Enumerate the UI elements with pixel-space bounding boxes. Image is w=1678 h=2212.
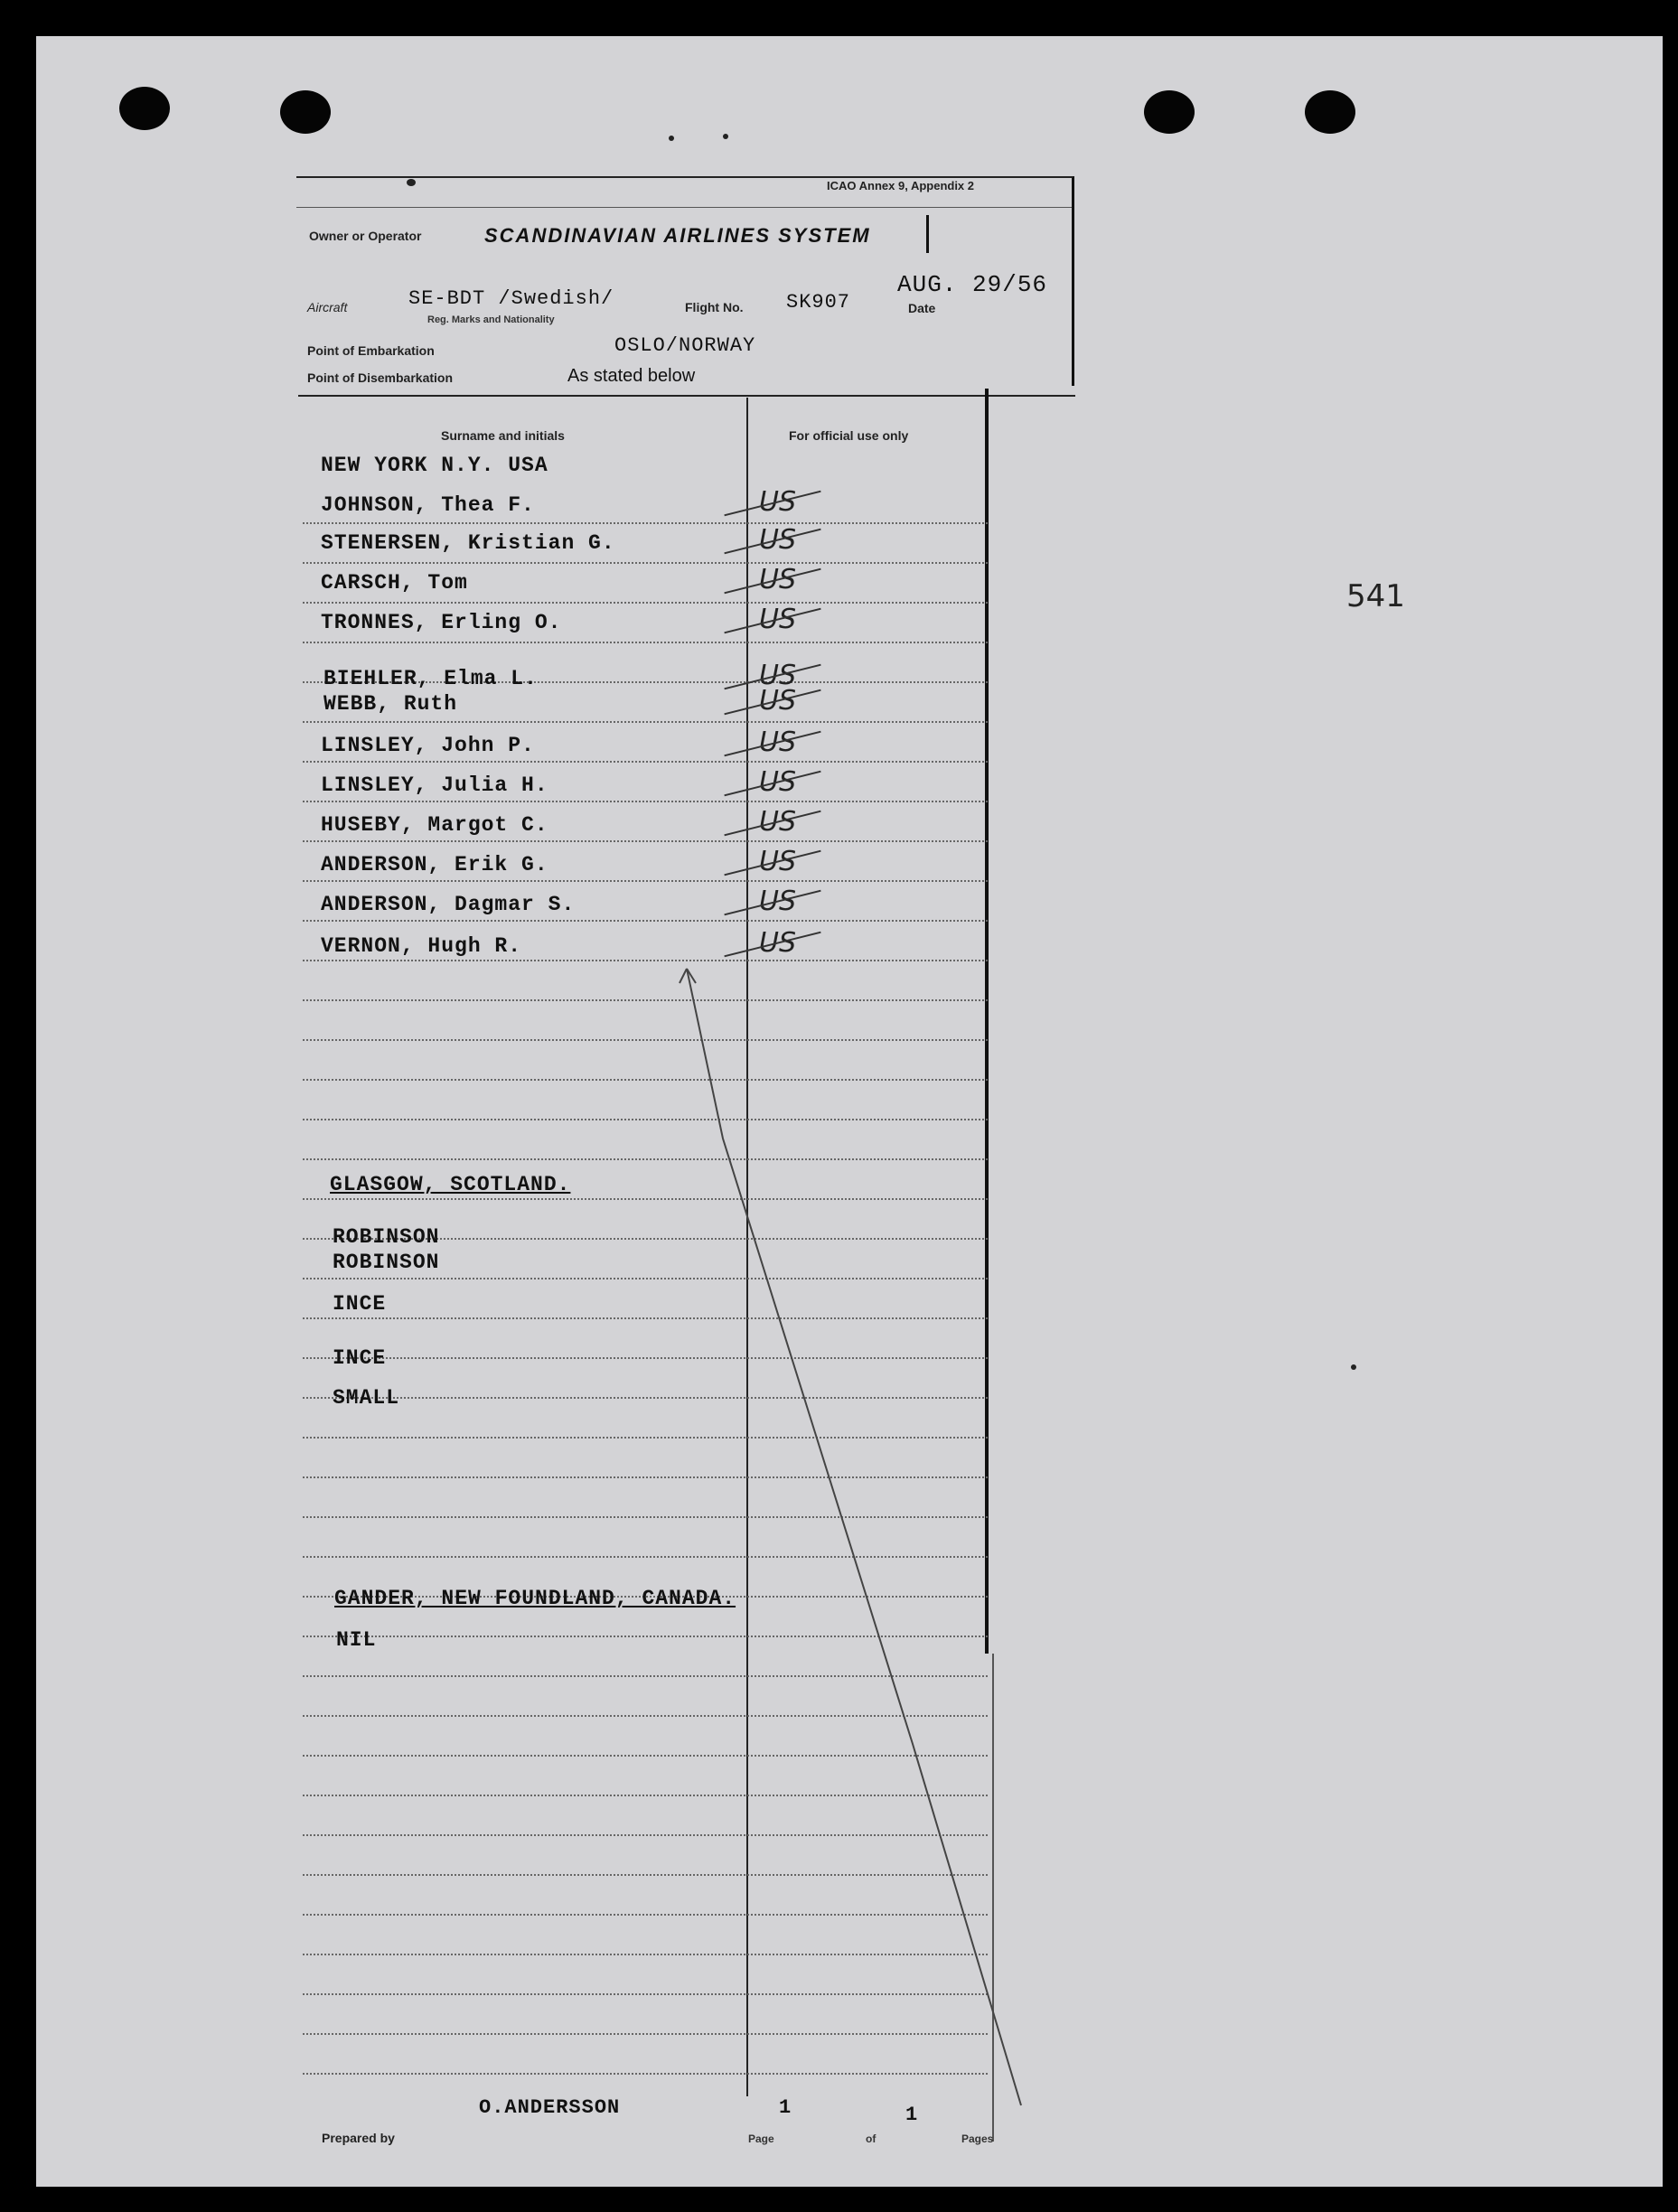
official-mark: US — [759, 685, 797, 717]
prepared-label: Prepared by — [322, 2131, 395, 2145]
owner-label: Owner or Operator — [309, 229, 422, 243]
disembark-value: As stated below — [567, 366, 696, 386]
column-header-official: For official use only — [789, 428, 909, 443]
official-mark: US — [759, 524, 797, 556]
passenger-name: SMALL — [333, 1386, 400, 1410]
passenger-name: LINSLEY, John P. — [321, 734, 535, 757]
embark-value: OSLO/NORWAY — [614, 334, 756, 357]
official-mark: US — [759, 660, 797, 691]
date-value: AUG. 29/56 — [897, 271, 1048, 298]
passenger-name: LINSLEY, Julia H. — [321, 773, 548, 797]
passenger-name: BIEHLER, Elma L. — [323, 667, 538, 690]
passenger-name: JOHNSON, Thea F. — [321, 493, 535, 517]
owner-value: SCANDINAVIAN AIRLINES SYSTEM — [484, 224, 871, 247]
passenger-name: TRONNES, Erling O. — [321, 611, 562, 634]
section-gander: GANDER, NEW FOUNDLAND, CANADA. — [334, 1587, 736, 1610]
page-label: Page — [748, 2132, 774, 2145]
aircraft-label: Aircraft — [307, 300, 348, 314]
section-newyork: NEW YORK N.Y. USA — [321, 454, 548, 477]
passenger-name: ROBINSON — [333, 1225, 440, 1249]
passenger-name: VERNON, Hugh R. — [321, 934, 522, 958]
official-mark: US — [759, 726, 797, 758]
official-mark: US — [759, 486, 797, 518]
passenger-name: CARSCH, Tom — [321, 571, 468, 595]
passenger-name: ANDERSON, Dagmar S. — [321, 893, 576, 916]
page-value: 1 — [779, 2096, 792, 2119]
disembark-label: Point of Disembarkation — [307, 370, 454, 385]
official-mark: US — [759, 846, 797, 877]
annex-reference: ICAO Annex 9, Appendix 2 — [827, 179, 975, 192]
aircraft-value: SE-BDT /Swedish/ — [408, 287, 614, 310]
column-header-names: Surname and initials — [441, 428, 565, 443]
passenger-name: WEBB, Ruth — [323, 692, 458, 716]
official-mark: US — [759, 564, 797, 595]
pages-label: Pages — [961, 2132, 994, 2145]
passenger-name: STENERSEN, Kristian G. — [321, 531, 615, 555]
passenger-name: ANDERSON, Erik G. — [321, 853, 548, 876]
prepared-value: O.ANDERSSON — [479, 2096, 621, 2119]
passenger-name: NIL — [336, 1628, 377, 1652]
flight-value: SK907 — [786, 291, 851, 314]
archive-stamp-number: 541 — [1346, 578, 1405, 614]
passenger-name: HUSEBY, Margot C. — [321, 813, 548, 837]
official-mark: US — [759, 927, 797, 959]
embark-label: Point of Embarkation — [307, 343, 435, 358]
of-value: 1 — [905, 2104, 919, 2126]
official-mark: US — [759, 604, 797, 635]
reg-note: Reg. Marks and Nationality — [427, 314, 555, 325]
passenger-name: INCE — [333, 1346, 387, 1370]
flight-label: Flight No. — [685, 300, 744, 314]
section-glasgow: GLASGOW, SCOTLAND. — [330, 1173, 571, 1196]
passenger-name: INCE — [333, 1292, 387, 1316]
of-label: of — [866, 2132, 876, 2145]
official-mark: US — [759, 806, 797, 838]
official-mark: US — [759, 886, 797, 917]
official-mark: US — [759, 766, 797, 798]
passenger-name: ROBINSON — [333, 1251, 440, 1274]
date-label: Date — [908, 301, 936, 315]
